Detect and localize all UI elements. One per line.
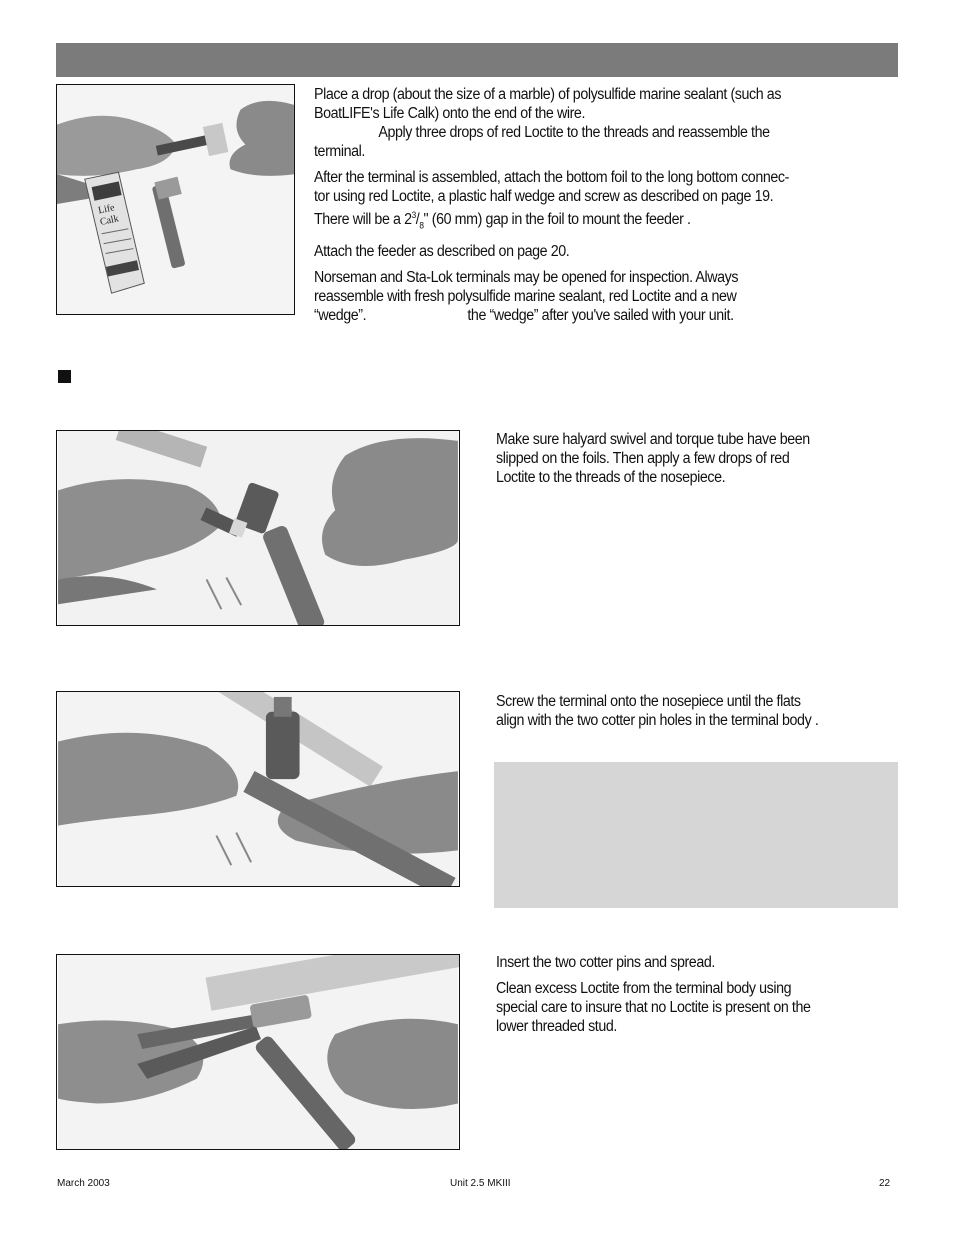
- section-header-bar: [56, 43, 898, 77]
- footer-date: March 2003: [57, 1178, 110, 1189]
- section1-text: [314, 85, 884, 332]
- cotter-pin-photo: [56, 954, 460, 1150]
- pliers-photo-icon: [57, 955, 459, 1149]
- paragraph-inspection: Norseman and Sta-Lok terminals may be opened for inspection. Always reassemble with fresh polysulfide marine sealant, red Loctite and a new “wedge”. the “wedge” after you've sailed with your unit.: [314, 269, 739, 325]
- section-bullet-icon: [58, 370, 71, 383]
- step2-text: Screw the terminal onto the nosepiece until the flats align with the two cotter pin holes in the terminal body .: [496, 693, 819, 729]
- paragraph-clean-loctite: Clean excess Loctite from the terminal body using special care to insure that no Loctite is present on the lower threaded stud.: [496, 980, 811, 1035]
- step3-text: [496, 953, 882, 1043]
- footer-page-number: 22: [879, 1178, 891, 1189]
- screw-terminal-photo-icon: [57, 692, 459, 886]
- paragraph-attach-feeder: Attach the feeder as described on page 20.: [314, 243, 570, 261]
- paragraph-sealant: Place a drop (about the size of a marble) of polysulfide marine sealant (such as BoatLIFE's Life Calk) onto the end of the wire. Apply three drops of red Loctite to the threads and reassemble the terminal.: [314, 86, 782, 160]
- loctite-nosepiece-photo: [56, 430, 460, 626]
- screw-terminal-photo: [56, 691, 460, 887]
- sealant-photo: [56, 84, 295, 315]
- paragraph-attach-foil: After the terminal is assembled, attach the bottom foil to the long bottom connec- tor using red Loctite, a plastic half wedge and screw as described on page 19. There will be a $2^3/_8$" (60 mm) gap in the foil to mount the feeder .: [314, 169, 789, 231]
- sealant-tube-photo-icon: [57, 85, 294, 314]
- svg-text:Calk: Calk: [99, 213, 120, 228]
- step1-text: Make sure halyard swivel and torque tube have been slipped on the foils. Then apply a few drops of red Loctite to the threads of the nosepiece.: [496, 431, 810, 486]
- loctite-photo-icon: [57, 431, 459, 625]
- svg-text:Life: Life: [97, 202, 116, 217]
- paragraph-cotter-pins: Insert the two cotter pins and spread.: [496, 954, 715, 971]
- note-box: [494, 762, 898, 908]
- footer-unit: Unit 2.5 MKIII: [450, 1178, 511, 1189]
